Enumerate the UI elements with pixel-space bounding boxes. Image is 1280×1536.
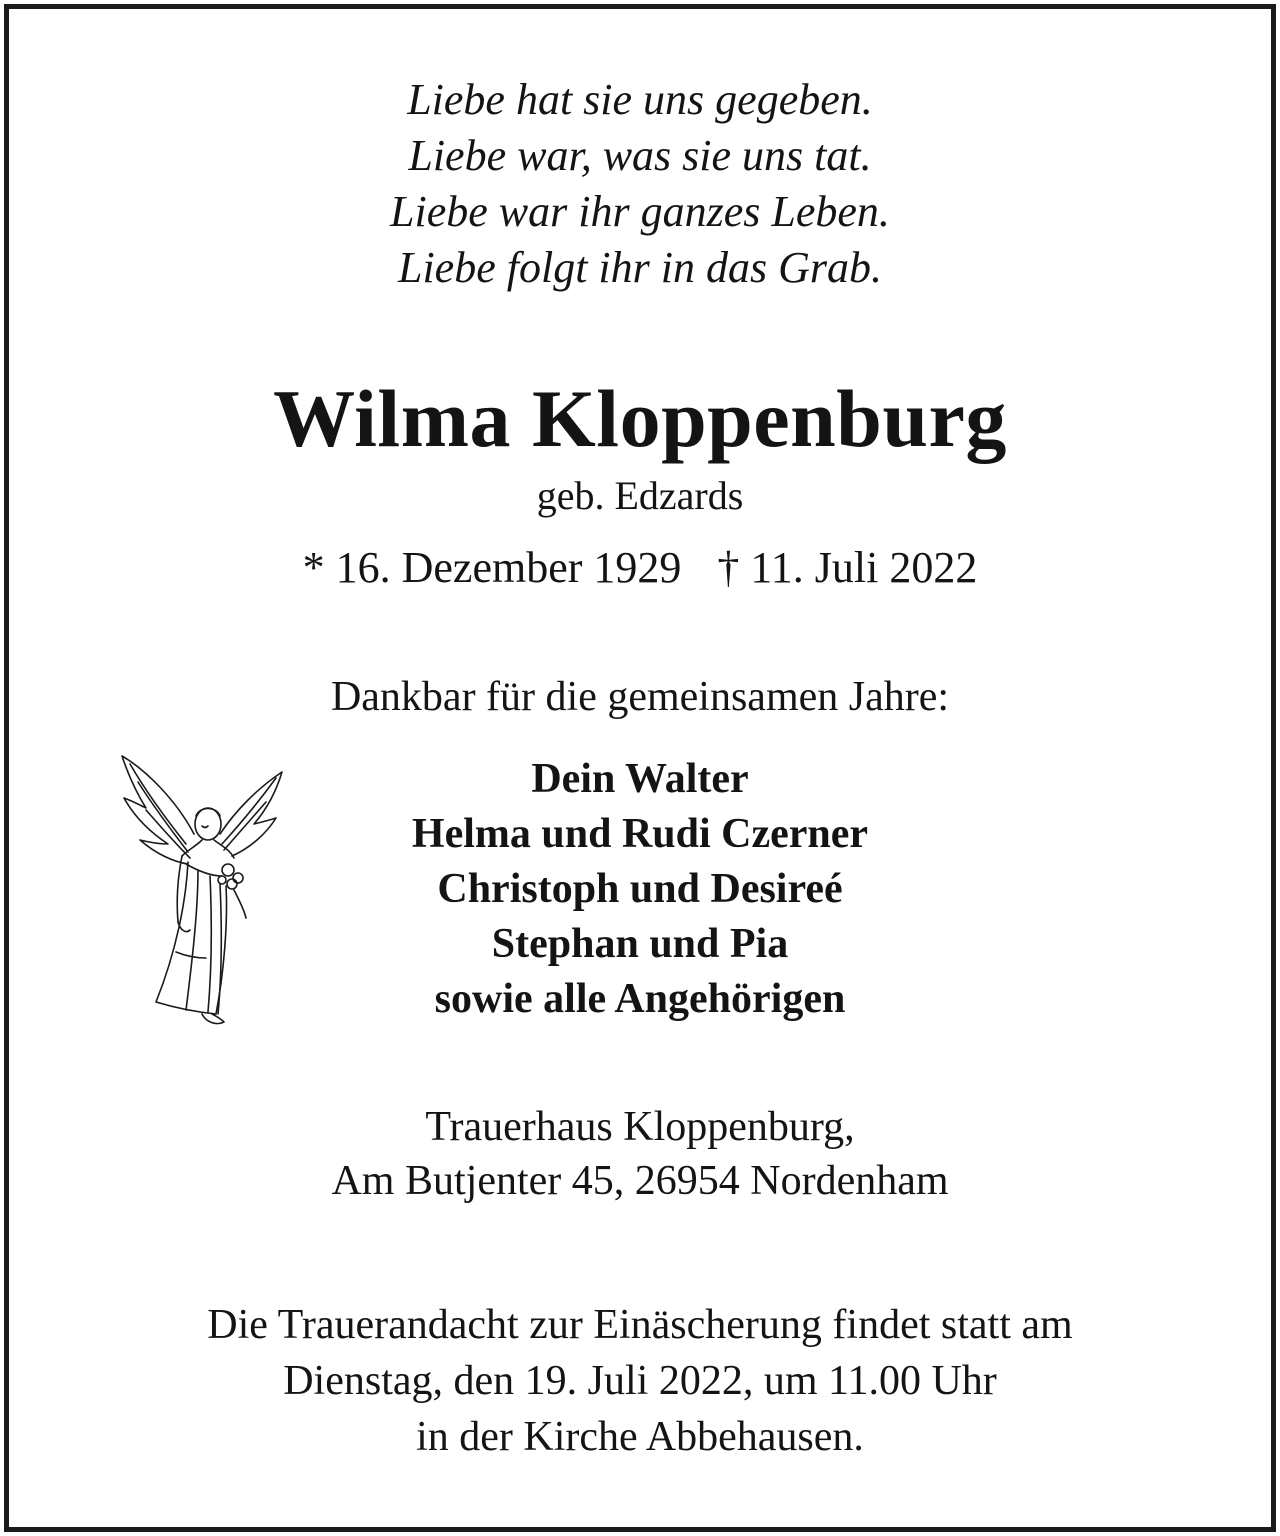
poem-line-2: Liebe war, was sie uns tat. bbox=[408, 131, 872, 180]
poem-line-4: Liebe folgt ihr in das Grab. bbox=[397, 243, 883, 292]
maiden-name: geb. Edzards bbox=[536, 473, 744, 518]
death-date: † 11. Juli 2022 bbox=[717, 543, 978, 592]
birth-date: * 16. Dezember 1929 bbox=[302, 543, 682, 592]
service-line-1: Die Trauerandacht zur Einäscherung findet statt am bbox=[207, 1302, 1073, 1348]
service-line-3: in der Kirche Abbehausen. bbox=[416, 1414, 864, 1460]
poem-line-3: Liebe war ihr ganzes Leben. bbox=[390, 187, 890, 236]
family-line-2: Helma und Rudi Czerner bbox=[411, 811, 869, 857]
deceased-name: Wilma Kloppenburg bbox=[273, 373, 1007, 464]
poem-line-1: Liebe hat sie uns gegeben. bbox=[407, 75, 873, 124]
life-dates bbox=[0, 543, 1280, 592]
service-line-2: Dienstag, den 19. Juli 2022, um 11.00 Uhr bbox=[283, 1358, 997, 1404]
family-line-4: Stephan und Pia bbox=[491, 921, 789, 967]
address-line-1: Trauerhaus Kloppenburg, bbox=[425, 1104, 855, 1150]
family-line-1: Dein Walter bbox=[531, 756, 749, 802]
thanks-line: Dankbar für die gemeinsamen Jahre: bbox=[330, 674, 950, 720]
family-line-3: Christoph und Desireé bbox=[437, 866, 843, 912]
family-line-5: sowie alle Angehörigen bbox=[434, 976, 846, 1022]
address-line-2: Am Butjenter 45, 26954 Nordenham bbox=[331, 1158, 949, 1204]
